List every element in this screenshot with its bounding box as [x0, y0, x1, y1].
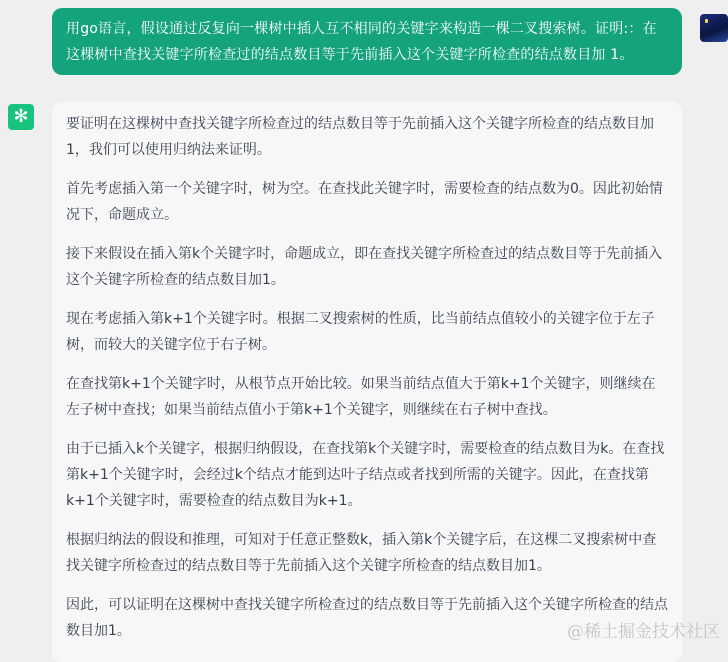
answer-paragraph: 现在考虑插入第k+1个关键字时。根据二叉搜索树的性质，比当前结点值较小的关键字位于左子树，而较大的关键字位于右子树。	[66, 311, 655, 353]
user-message-bubble: 用go语言，假设通过反复向一棵树中插人互不相同的关键字来构造一棵二叉搜索树。证明:：在这棵树中查找关键字所检查过的结点数目等于先前插入这个关键字所检查的结点数目加 1。	[52, 8, 682, 75]
answer-paragraph: 要证明在这棵树中查找关键字所检查过的结点数目等于先前插入这个关键字所检查的结点数目加1，我们可以使用归纳法来证明。	[66, 116, 654, 158]
answer-paragraph: 在查找第k+1个关键字时，从根节点开始比较。如果当前结点值大于第k+1个关键字，则继续在左子树中查找；如果当前结点值小于第k+1个关键字，则继续在右子树中查找。	[66, 376, 656, 418]
answer-paragraph: 因此，可以证明在这棵树中查找关键字所检查过的结点数目等于先前插入这个关键字所检查的结点数目加1。	[66, 597, 668, 639]
assistant-message	[52, 102, 682, 662]
user-avatar	[700, 14, 728, 42]
answer-paragraph: 接下来假设在插入第k个关键字时，命题成立，即在查找关键字所检查过的结点数目等于先前插入这个关键字所检查的结点数目加1。	[66, 246, 663, 288]
answer-paragraph: 首先考虑插入第一个关键字时，树为空。在查找此关键字时，需要检查的结点数为0。因此初始情况下，命题成立。	[66, 181, 663, 223]
answer-paragraph: 根据归纳法的假设和推理，可知对于任意正整数k，插入第k个关键字后，在这棵二叉搜索树中查找关键字所检查过的结点数目等于先前插入这个关键字所检查的结点数目加1。	[66, 532, 657, 574]
answer-paragraph: 由于已插入k个关键字，根据归纳假设，在查找第k个关键字时，需要检查的结点数目为k。在查找第k+1个关键字时，会经过k个结点才能到达叶子结点或者找到所需的关键字。因此，在查找第k+1个关键字时，需要检查的结点数目为k+1。	[66, 441, 665, 509]
watermark: @稀土掘金技术社区	[567, 622, 720, 642]
chatgpt-logo-icon: ✻	[8, 104, 34, 130]
